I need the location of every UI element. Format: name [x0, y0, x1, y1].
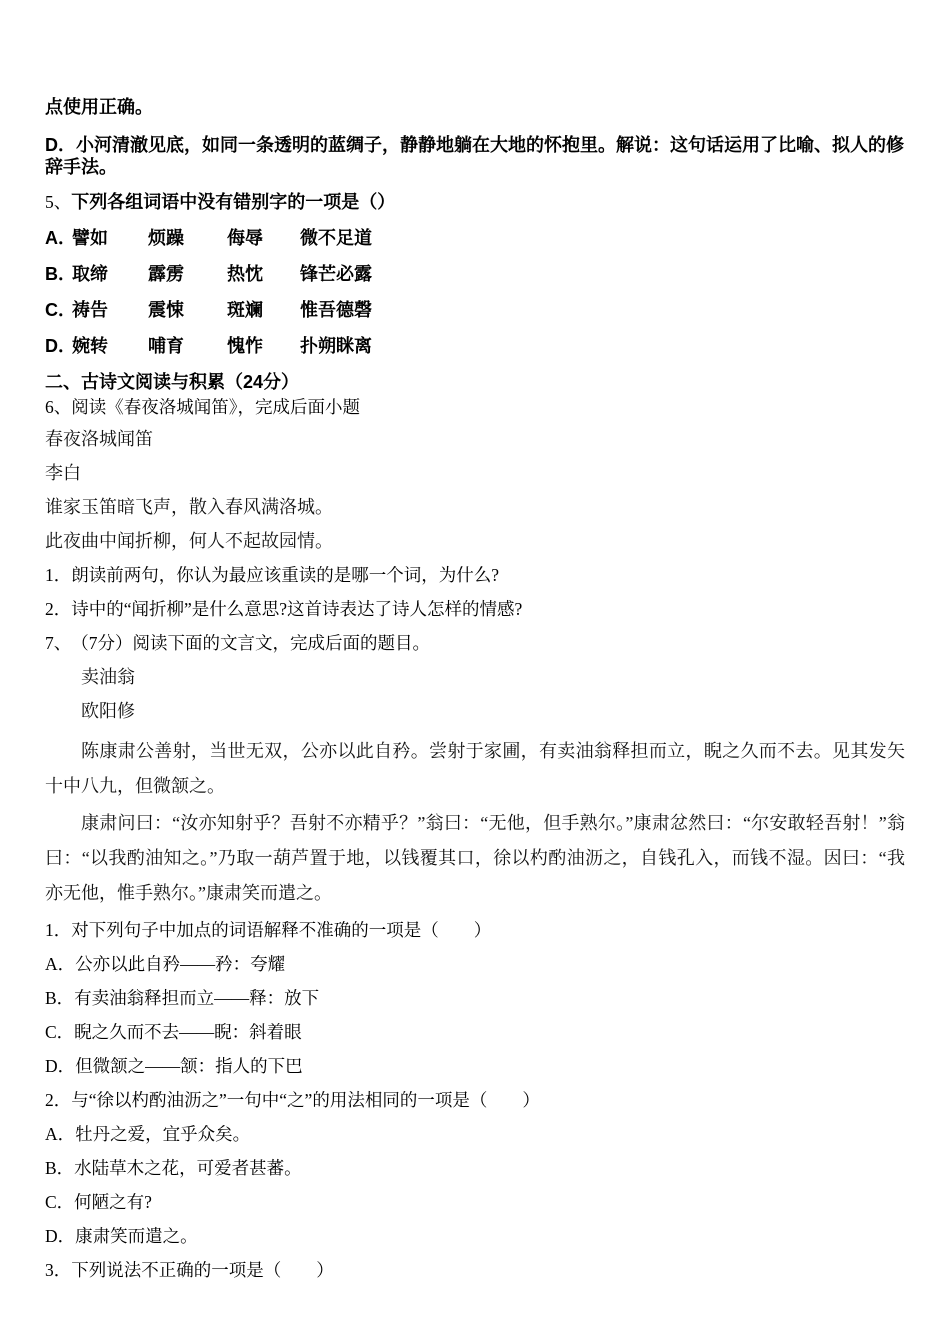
q7-stem-line: [45, 632, 905, 654]
q5-option-a-label: A．: [45, 228, 76, 248]
q7-sub1-option-a: A．公亦以此自矜——矜：夸耀: [45, 954, 286, 974]
q7-sub3-stem: 3．下列说法不正确的一项是（ ）: [45, 1260, 334, 1280]
q7-passage-author: 欧阳修: [81, 701, 135, 721]
q6-poem-author: 李白: [45, 463, 81, 483]
q6-stem: 阅读《春夜洛城闻笛》，完成后面小题: [71, 397, 360, 417]
q7-sub2-option-c: C．何陋之有?: [45, 1192, 152, 1212]
q5-option-b-label: B．: [45, 264, 76, 284]
q6-poem-title: 春夜洛城闻笛: [45, 429, 153, 449]
q7-sub2-stem: 2．与“徐以杓酌油沥之”一句中“之”的用法相同的一项是（ ）: [45, 1090, 540, 1110]
q7-sub2-option-b: B．水陆草木之花，可爱者甚蕃。: [45, 1158, 302, 1178]
q5-stem: 下列各组词语中没有错别字的一项是（）: [71, 192, 396, 212]
q7-sub1-option-c: C．睨之久而不去——睨：斜着眼: [45, 1022, 302, 1042]
q7-sub2-option-d: D．康肃笑而遣之。: [45, 1226, 198, 1246]
q5-option-b-word-2: 霹雳: [148, 264, 184, 284]
q5-option-c-word-1: 祷告: [72, 300, 108, 320]
q6-poem-line-1: 谁家玉笛暗飞声，散入春风满洛城。: [45, 497, 333, 517]
q5-option-a-word-1: 譬如: [72, 228, 108, 248]
q5-option-d-word-2: 哺育: [148, 336, 184, 356]
q4-option-d: D．小河清澈见底，如同一条透明的蓝绸子，静静地躺在大地的怀抱里。解说：这句话运用了比喻、拟人的修辞手法。: [45, 135, 904, 177]
q5-number: 5、: [45, 192, 72, 212]
q5-option-a-word-4: 微不足道: [300, 228, 372, 248]
q5-option-c-word-2: 震悚: [148, 300, 184, 320]
q5-option-c-word-4: 惟吾德磬: [300, 300, 372, 320]
q6-number: 6、: [45, 397, 72, 417]
q7-number: 7、: [45, 633, 72, 653]
q7-passage-paragraph-1: 陈康肃公善射，当世无双，公亦以此自矜。尝射于家圃，有卖油翁释担而立，睨之久而不去。见其发矢十中八九，但微颔之。: [45, 741, 905, 796]
q4-tail-fragment: 点使用正确。: [45, 97, 153, 117]
q5-option-c-label: C．: [45, 300, 76, 320]
q5-option-a: [45, 227, 905, 249]
q5-option-d: [45, 335, 905, 357]
section2-heading: 二、古诗文阅读与积累（24分）: [45, 372, 300, 392]
q6-poem-line-2: 此夜曲中闻折柳，何人不起故园情。: [45, 531, 333, 551]
q5-option-b-word-3: 热忱: [227, 264, 263, 284]
q7-passage-title: 卖油翁: [81, 667, 135, 687]
q5-option-c: [45, 299, 905, 321]
q7-sub1-option-d: D．但微颔之——颔：指人的下巴: [45, 1056, 303, 1076]
q7-sub1-stem: 1．对下列句子中加点的词语解释不准确的一项是（ ）: [45, 920, 492, 940]
q5-option-d-word-3: 愧怍: [227, 336, 263, 356]
q6-stem-line: [45, 396, 905, 418]
q7-sub2-option-a: A．牡丹之爱，宜乎众矣。: [45, 1124, 251, 1144]
q5-option-b-word-4: 锋芒必露: [300, 264, 372, 284]
q5-option-d-word-1: 婉转: [72, 336, 108, 356]
q6-sub-question-2: 2．诗中的“闻折柳”是什么意思?这首诗表达了诗人怎样的情感?: [45, 599, 523, 619]
q7-stem: （7分）阅读下面的文言文，完成后面的题目。: [71, 633, 430, 653]
q7-passage-paragraph-2: 康肃问曰：“汝亦知射乎？吾射不亦精乎？”翁曰：“无他，但手熟尔。”康肃忿然曰：“尔安敢轻吾射！”翁曰：“以我酌油知之。”乃取一葫芦置于地，以钱覆其口，徐以杓酌油沥之，自钱孔入，而钱不湿。因曰：“我亦无他，惟手熟尔。”康肃笑而遣之。: [45, 813, 905, 903]
q5-option-a-word-2: 烦躁: [148, 228, 184, 248]
q5-option-b: [45, 263, 905, 285]
q5-option-d-word-4: 扑朔眯离: [300, 336, 372, 356]
q5-option-a-word-3: 侮辱: [227, 228, 263, 248]
q5-option-b-word-1: 取缔: [72, 264, 108, 284]
q5-option-c-word-3: 斑斓: [227, 300, 263, 320]
q5-option-d-label: D．: [45, 336, 76, 356]
q5-stem-line: [45, 191, 905, 215]
q6-sub-question-1: 1．朗读前两句，你认为最应该重读的是哪一个词，为什么?: [45, 565, 500, 585]
q7-sub1-option-b: B．有卖油翁释担而立——释：放下: [45, 988, 320, 1008]
